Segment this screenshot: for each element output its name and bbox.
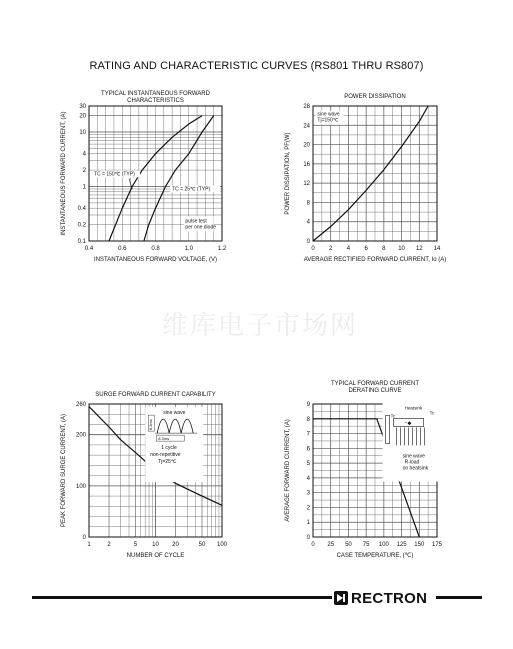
chart-title: TYPICAL INSTANTANEOUS FORWARD (101, 91, 210, 97)
x-tick-label: 10 (152, 542, 159, 548)
brand-logo (334, 588, 427, 608)
y-tick-label: 20 (79, 113, 86, 120)
x-tick-label: 2 (107, 542, 111, 548)
x-axis-label: CASE TEMPERATURE, (℃) (336, 553, 414, 559)
x-tick-label: 25 (327, 542, 335, 548)
annotation-per-diode: per one diode (185, 224, 217, 231)
x-tick-label: 0.4 (84, 246, 94, 252)
y-tick-label: 1 (82, 184, 86, 191)
x-tick-label: 5 (133, 542, 138, 548)
annotation-period-vertical: 8.3ms (148, 419, 154, 431)
annotation-period: 8.3ms (158, 436, 170, 442)
y-tick-label: 1 (306, 520, 310, 527)
x-tick-label: 1.2 (217, 246, 227, 252)
y-tick-label: 9 (306, 402, 310, 408)
chart-subtitle: DERATING CURVE (348, 388, 402, 394)
annotation-tc25: TC = 25℃ (TYP) (172, 186, 211, 193)
y-tick-label: 8 (306, 200, 310, 207)
y-tick-label: 7 (306, 431, 310, 438)
chart-title: POWER DISSIPATION (344, 94, 406, 100)
x-tick-label: 100 (378, 542, 389, 548)
page-title: RATING AND CHARACTERISTIC CURVES (RS801 THRU RS807) (89, 60, 424, 72)
x-axis-label: AVERAGE RECTIFIED FORWARD CURRENT, Io (A) (303, 257, 447, 263)
y-axis-label: POWER DISSIPATION, PF(W) (285, 132, 291, 215)
annotation-tc150: TC = 150℃ (TYP) (94, 171, 135, 178)
rectifier-symbol-icon: −◆ (404, 420, 412, 427)
y-tick-label: 6 (306, 446, 310, 453)
x-tick-label: 0.6 (118, 246, 127, 252)
annotation-sine: sine wave (163, 410, 186, 417)
annotation-rload: R-load (404, 459, 420, 466)
x-tick-label: 50 (198, 542, 206, 548)
y-tick-label: 4 (306, 475, 310, 482)
annotation-one-cycle: 1 cycle (161, 445, 177, 452)
y-tick-label: 2 (306, 505, 310, 512)
y-tick-label: 2 (82, 168, 86, 175)
y-tick-label: 4 (82, 151, 86, 158)
annotation-tj: Tj=150℃ (317, 117, 339, 124)
x-tick-label: 150 (414, 542, 425, 548)
x-axis-label: INSTANTANEOUS FORWARD VOLTAGE, (V) (94, 257, 217, 263)
y-tick-label: 3 (306, 490, 310, 497)
x-tick-label: 2 (329, 246, 333, 252)
x-tick-label: 125 (396, 542, 407, 548)
y-tick-label: 200 (75, 432, 86, 439)
y-tick-label: 20 (303, 142, 310, 149)
x-tick-label: 1.0 (184, 246, 193, 252)
x-tick-label: 12 (415, 246, 423, 252)
x-tick-label: 20 (172, 542, 179, 548)
footer-rule-left (32, 596, 332, 599)
y-tick-label: 0.1 (77, 239, 86, 245)
annotation-heatsink: Heatsink (404, 405, 423, 411)
y-tick-label: 0 (306, 239, 310, 245)
annotation-nonrepetitive: non-repetitive (150, 452, 181, 459)
annotation-tj: Tj=25℃ (158, 459, 177, 466)
y-tick-label: 24 (303, 123, 310, 130)
y-tick-label: 28 (303, 104, 310, 110)
x-tick-label: 4 (346, 246, 351, 252)
x-tick-label: 6 (364, 246, 368, 252)
y-tick-label: 8 (306, 416, 310, 423)
y-tick-label: 0 (82, 535, 86, 541)
y-tick-label: 4 (306, 219, 310, 226)
watermark-text: 维库电子市场网 (161, 311, 358, 341)
annotation-pulse: pulse test (185, 218, 207, 225)
chart-subtitle: CHARACTERISTICS (127, 98, 184, 104)
y-tick-label: 0 (306, 535, 310, 541)
annotation-tc-1: Tc (429, 410, 435, 416)
x-axis-label: NUMBER OF CYCLE (126, 553, 185, 559)
x-tick-label: 8 (382, 246, 386, 252)
y-tick-label: 260 (75, 402, 86, 408)
heatsink-plate-icon (386, 415, 390, 443)
x-tick-label: 1 (87, 542, 91, 548)
x-tick-label: 50 (345, 542, 352, 548)
x-tick-label: 100 (216, 542, 228, 548)
x-tick-label: 175 (431, 542, 443, 548)
x-tick-label: 14 (433, 246, 441, 252)
chart-title: TYPICAL FORWARD CURRENT (330, 381, 420, 387)
y-tick-label: 0.2 (77, 222, 86, 229)
brand-name: RECTRON (351, 589, 428, 607)
y-axis-label: AVERAGE FORWARD CURRENT, (A) (285, 419, 291, 522)
y-tick-label: 5 (306, 461, 310, 468)
y-tick-label: 30 (79, 104, 86, 110)
y-axis-label: INSTANTANEOUS FORWARD CURRENT, (A) (61, 111, 67, 236)
x-tick-label: 75 (362, 542, 370, 548)
y-tick-label: 0.4 (77, 206, 86, 213)
footer-rule-right (436, 596, 482, 599)
x-tick-label: 0 (311, 246, 315, 252)
y-tick-label: 16 (303, 161, 310, 168)
annotation-tc-2: Tc (390, 413, 396, 419)
y-tick-label: 12 (303, 181, 310, 188)
x-tick-label: 10 (398, 246, 405, 252)
x-tick-label: 0.8 (151, 246, 160, 252)
y-axis-label: PEAK FORWARD SURGE CURRENT, (A) (61, 413, 67, 528)
y-tick-label: 100 (75, 483, 86, 490)
annotation-sine: sine wave (402, 453, 425, 460)
annotation-on-heatsink: on heatsink (402, 465, 429, 472)
chart-title: SURGE FORWARD CURRENT CAPABILITY (95, 392, 216, 398)
annotation-sine: sine wave (317, 111, 340, 118)
rectron-logo-icon (334, 591, 348, 605)
x-tick-label: 0 (311, 542, 315, 548)
y-tick-label: 10 (79, 130, 86, 137)
